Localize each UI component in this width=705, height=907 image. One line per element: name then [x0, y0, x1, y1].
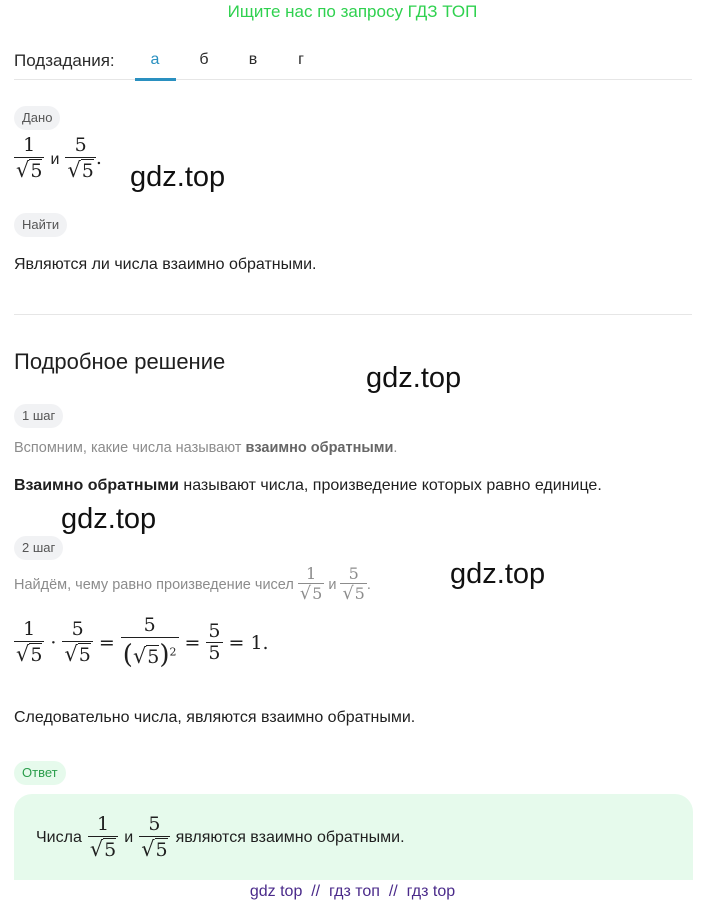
solution-title: Подробное решение	[14, 349, 226, 374]
footer-link-gdz-top-ru[interactable]: гдз топ	[329, 883, 380, 900]
eq-fraction-1: $\frac{1}{√5}$	[16, 618, 43, 666]
answer-fraction-1: $\frac{1}{√5}$	[89, 813, 117, 861]
watermark: gdz.top	[61, 503, 157, 535]
step2-conclusion: Следовательно числа, являются взаимно обратными.	[14, 709, 416, 726]
answer-chip: Ответ	[14, 761, 66, 785]
step2-chip: 2 шаг	[14, 536, 63, 560]
footer-link-gdz-top-mixed[interactable]: гдз top	[406, 883, 456, 900]
eq-result: 1.	[250, 631, 269, 654]
step2-hint: Найдём, чему равно произведение чисел $\frac{1}{√5}$ и $\frac{5}{√5}$ .	[14, 564, 371, 605]
tabs-divider	[14, 79, 692, 80]
watermark: gdz.top	[450, 558, 546, 590]
step2-hint-fraction-1: $\frac{1}{√5}$	[299, 564, 323, 605]
eq-fraction-3: $\frac{5}{(√5)^2}$	[122, 614, 177, 670]
footer-link-gdz-top[interactable]: gdz top	[249, 883, 303, 900]
tab-a[interactable]: а	[150, 51, 160, 68]
given-conj: и	[50, 150, 60, 168]
step2-hint-fraction-2: $\frac{5}{√5}$	[342, 564, 365, 605]
eq-fraction-4: $\frac{5}{5}$	[208, 619, 221, 665]
answer-text: Числа $\frac{1}{√5}$ и $\frac{5}{√5}$ являются взаимно обратными.	[36, 813, 405, 861]
watermark: gdz.top	[366, 362, 462, 394]
section-divider	[14, 314, 692, 315]
tab-g[interactable]: г	[298, 51, 304, 68]
top-banner: Ищите нас по запросу ГДЗ ТОП	[227, 2, 478, 21]
find-text: Являются ли числа взаимно обратными.	[14, 256, 317, 273]
step1-definition: Взаимно обратными называют числа, произведение которых равно единице.	[14, 477, 602, 494]
given-fraction-1: $\frac{1}{√5}$	[16, 134, 43, 182]
given-fraction-2: $\frac{5}{√5}$	[67, 134, 94, 182]
subtasks-label: Подзадания:	[14, 51, 115, 70]
given-chip: Дано	[14, 106, 60, 130]
find-chip: Найти	[14, 213, 67, 237]
step2-equation: $\frac{1}{√5}$ · $\frac{5}{√5}$ = $\frac{5}{(√5)^2}$ = $\frac{5}{5}$ = 1.	[16, 614, 269, 670]
footer-links: gdz top // гдз топ // гдз top	[249, 883, 456, 900]
tab-b[interactable]: б	[199, 51, 209, 68]
given-expression: $\frac{1}{√5}$ и $\frac{5}{√5}$ .	[16, 134, 102, 182]
watermark: gdz.top	[130, 161, 226, 193]
step1-hint: Вспомним, какие числа называют взаимно обратными.	[14, 440, 398, 456]
answer-fraction-2: $\frac{5}{√5}$	[141, 813, 168, 861]
eq-fraction-2: $\frac{5}{√5}$	[64, 618, 91, 666]
step1-chip: 1 шаг	[14, 404, 63, 428]
tab-v[interactable]: в	[248, 51, 258, 68]
active-tab-indicator	[135, 78, 176, 81]
